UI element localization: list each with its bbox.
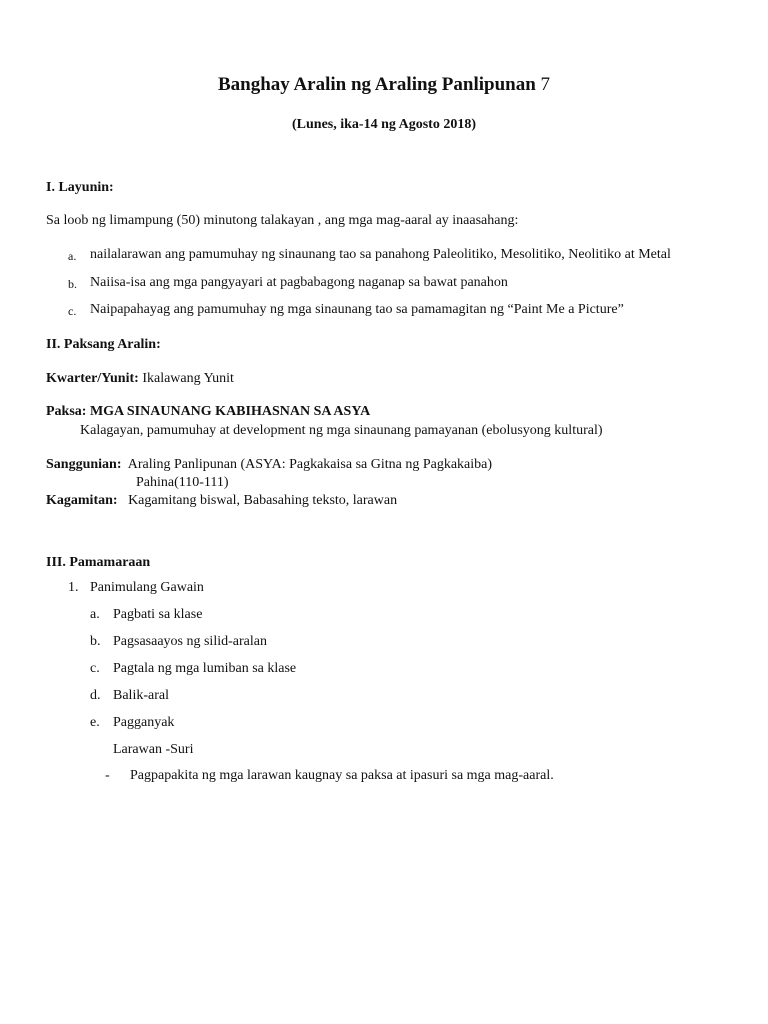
dash-marker: -: [105, 768, 110, 783]
sub-item-a-marker: a.: [90, 607, 100, 622]
kagamitan-line: [46, 493, 397, 509]
layunin-item-c-text: Naipapahayag ang pamumuhay ng mga sinaunang tao sa pamamagitan ng “Paint Me a Picture”: [90, 302, 624, 317]
sanggunian-label: Sanggunian:: [46, 457, 122, 472]
layunin-item-a-marker: a.: [68, 249, 77, 263]
document-title: [0, 74, 768, 96]
sub-item-b-marker: b.: [90, 634, 101, 649]
kwarter-label: Kwarter/Yunit:: [46, 371, 139, 386]
section-paksang-aralin-heading: II. Paksang Aralin:: [46, 337, 161, 352]
dash-item-text: Pagpapakita ng mga larawan kaugnay sa paksa at ipasuri sa mga mag-aaral.: [130, 768, 554, 783]
sub-item-a-text: Pagbati sa klase: [113, 607, 203, 622]
sub-item-b-text: Pagsasaayos ng silid-aralan: [113, 634, 267, 649]
layunin-intro: Sa loob ng limampung (50) minutong talakayan , ang mga mag-aaral ay inaasahang:: [46, 213, 519, 228]
document-title-number: 7: [540, 74, 551, 95]
layunin-item-b-marker: b.: [68, 277, 77, 291]
sanggunian-value: Araling Panlipunan (ASYA: Pagkakaisa sa Gitna ng Pagkakaiba): [127, 457, 493, 472]
sub-item-c-marker: c.: [90, 661, 100, 676]
document-title-text: Banghay Aralin ng Araling Panlipunan: [217, 74, 536, 95]
sanggunian-pages: Pahina(110-111): [136, 475, 229, 490]
sub-item-e-text: Pagganyak: [113, 715, 175, 730]
document-date: (Lunes, ika-14 ng Agosto 2018): [292, 117, 476, 132]
step-1-text: Panimulang Gawain: [90, 580, 204, 595]
sub-item-d-marker: d.: [90, 688, 101, 703]
paksa-value: MGA SINAUNANG KABIHASNAN SA ASYA: [89, 404, 371, 419]
sub-item-c-text: Pagtala ng mga lumiban sa klase: [113, 661, 297, 676]
paksa-line: [46, 404, 370, 420]
kagamitan-label: Kagamitan:: [46, 493, 118, 508]
section-pamamaraan-heading: III. Pamamaraan: [46, 555, 151, 570]
sanggunian-line: [46, 457, 492, 473]
layunin-item-b-text: Naiisa-isa ang mga pangyayari at pagbabagong naganap sa bawat panahon: [90, 275, 508, 290]
kwarter-value: Ikalawang Yunit: [142, 371, 234, 386]
kwarter-line: [46, 371, 234, 387]
paksa-subtitle: Kalagayan, pamumuhay at development ng mga sinaunang pamayanan (ebolusyong kultural): [80, 423, 603, 438]
layunin-item-c-marker: c.: [68, 304, 77, 318]
paksa-label: Paksa:: [46, 404, 87, 419]
sub-item-d-text: Balik-aral: [113, 688, 169, 703]
kagamitan-value: Kagamitang biswal, Babasahing teksto, larawan: [128, 493, 398, 508]
section-layunin-heading: I. Layunin:: [46, 180, 114, 195]
larawan-suri: Larawan -Suri: [113, 742, 194, 757]
sub-item-e-marker: e.: [90, 715, 100, 730]
step-1-marker: 1.: [68, 580, 79, 595]
layunin-item-a-text: nailalarawan ang pamumuhay ng sinaunang tao sa panahong Paleolitiko, Mesolitiko, Neolitiko at Metal: [90, 247, 671, 262]
